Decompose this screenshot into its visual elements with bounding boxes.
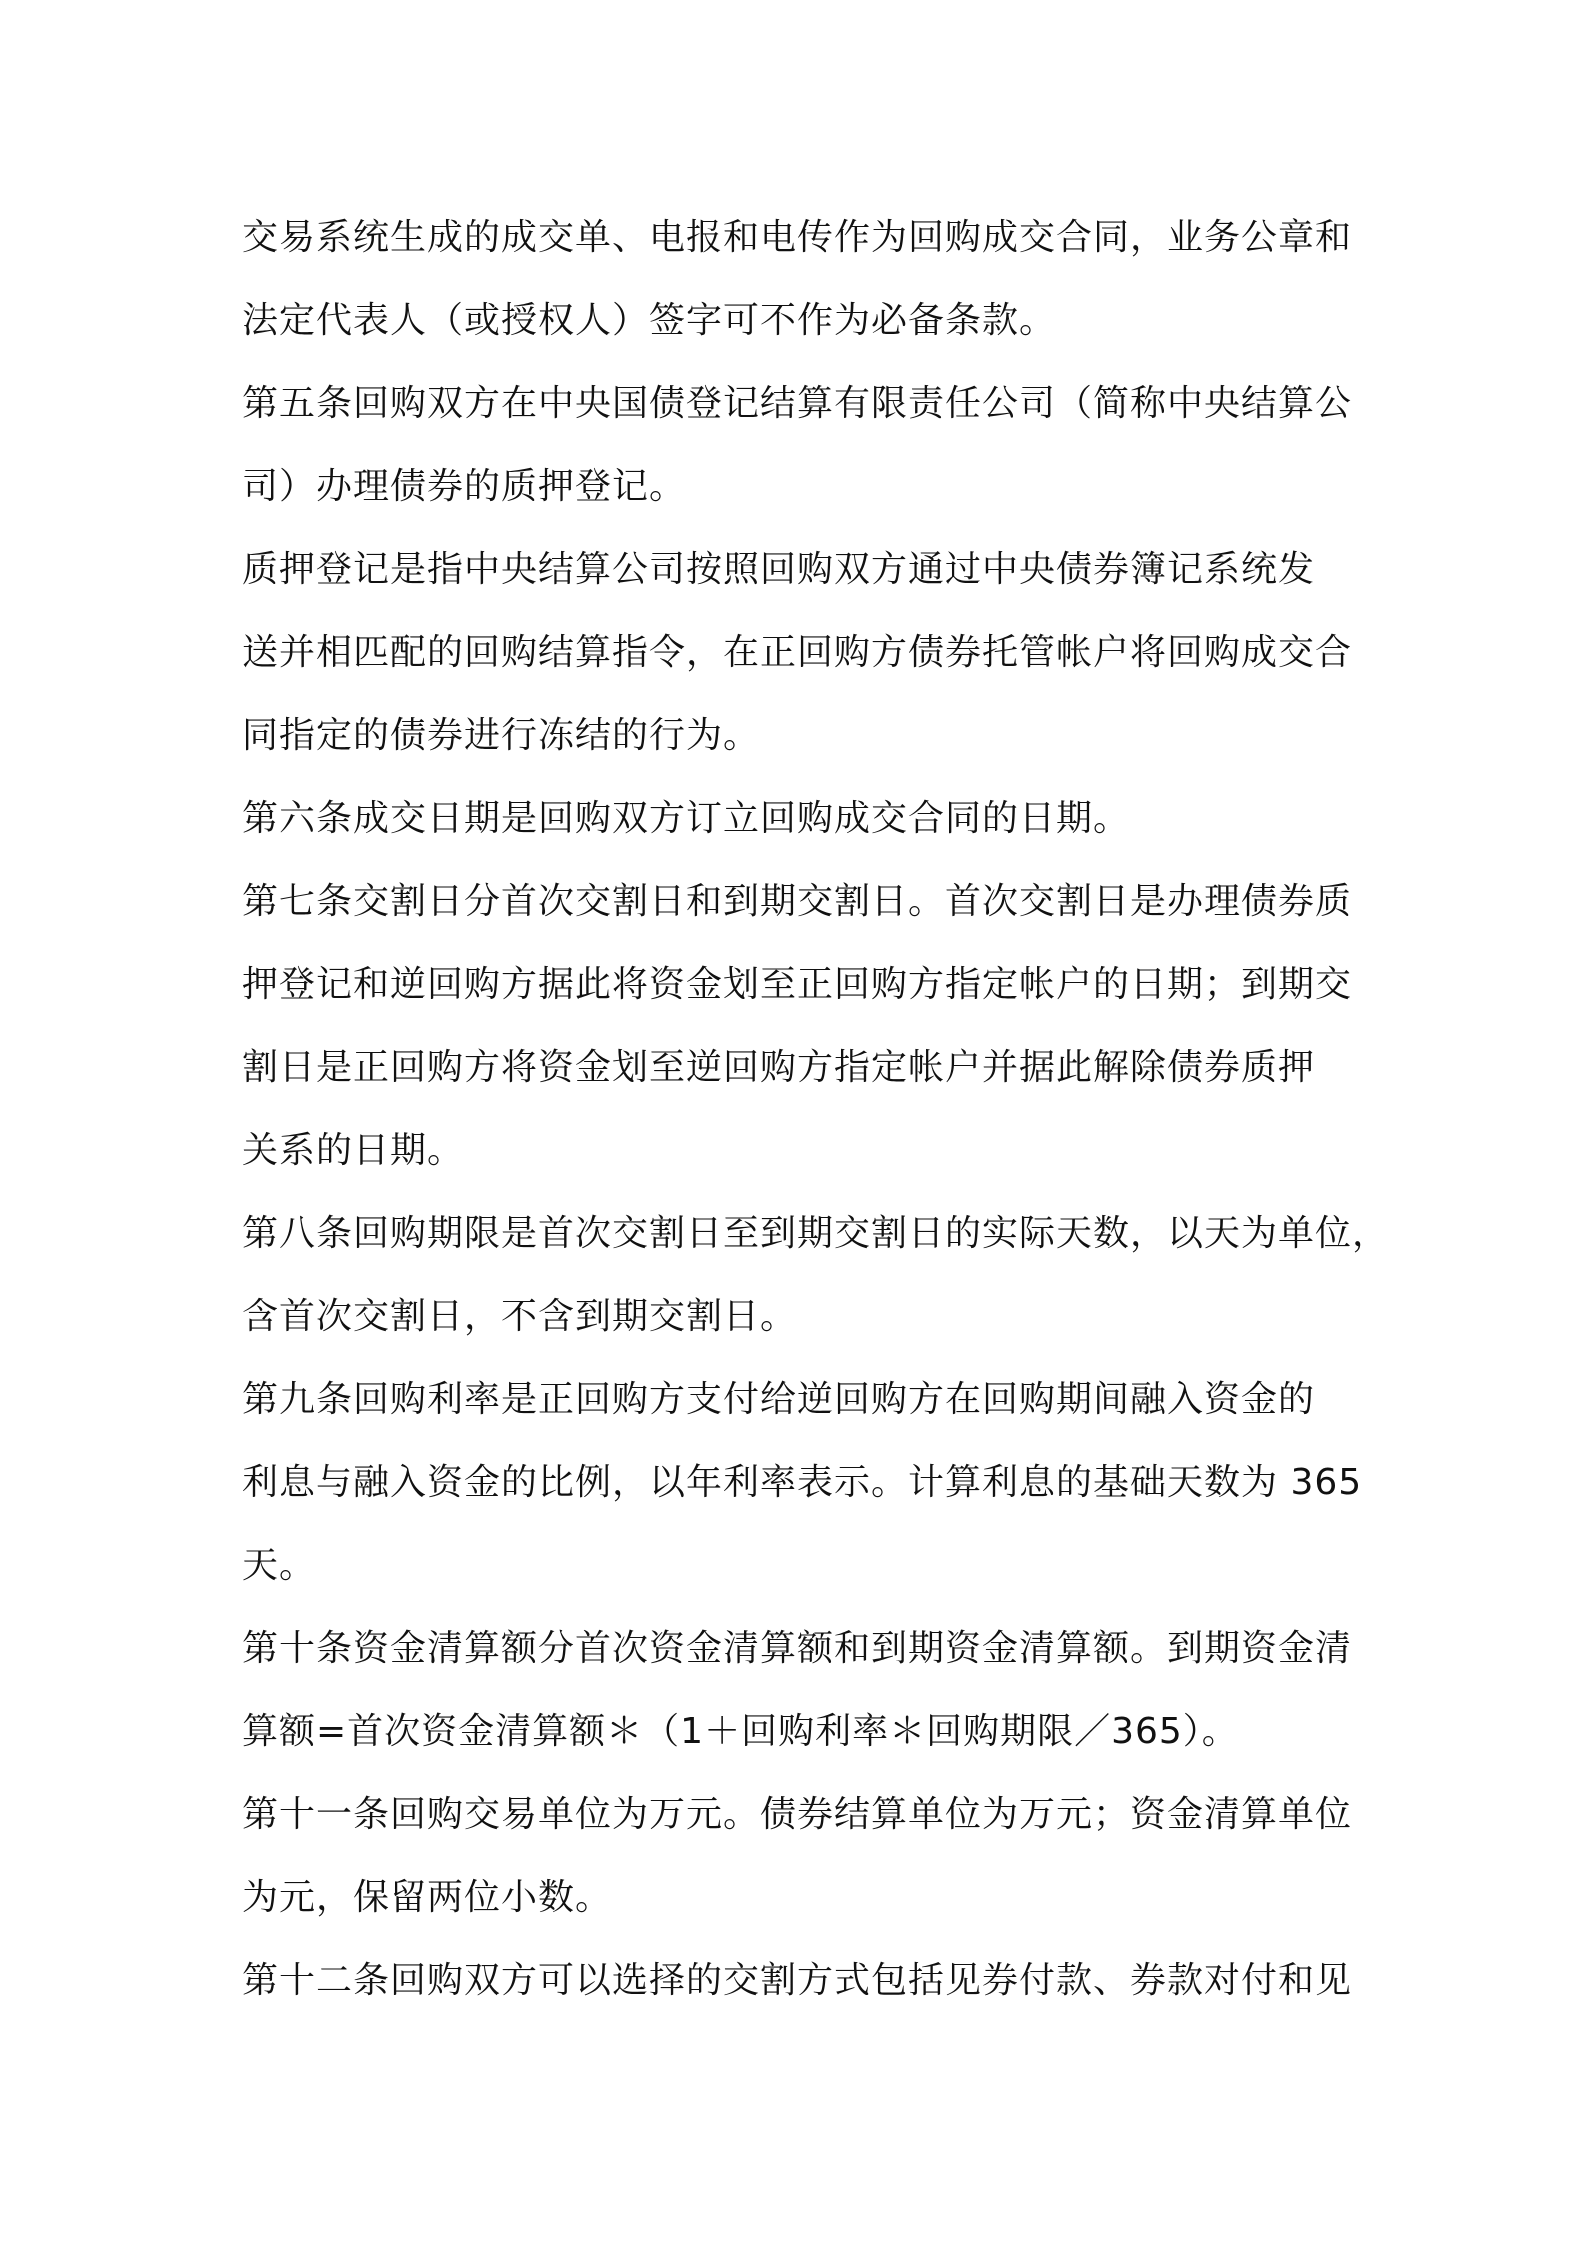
text-line: 为元，保留两位小数。 <box>242 1877 613 1918</box>
text-line: 第十二条回购双方可以选择的交割方式包括见券付款、券款对付和见 <box>242 1960 1353 2001</box>
text-line: 算额=首次资金清算额＊（1＋回购利率＊回购期限／365）。 <box>242 1711 1239 1752</box>
text-line: 第十一条回购交易单位为万元。债券结算单位为万元；资金清算单位 <box>242 1794 1353 1835</box>
text-line: 法定代表人（或授权人）签字可不作为必备条款。 <box>242 300 1057 341</box>
text-line: 押登记和逆回购方据此将资金划至正回购方指定帐户的日期；到期交 <box>242 964 1353 1005</box>
text-line: 第七条交割日分首次交割日和到期交割日。首次交割日是办理债券质 <box>242 881 1353 922</box>
text-line: 天。 <box>242 1545 317 1586</box>
text-line: 交易系统生成的成交单、电报和电传作为回购成交合同，业务公章和 <box>242 217 1353 258</box>
text-line: 含首次交割日，不含到期交割日。 <box>242 1296 798 1337</box>
text-line: 利息与融入资金的比例，以年利率表示。计算利息的基础天数为 365 <box>242 1462 1363 1503</box>
text-line: 质押登记是指中央结算公司按照回购双方通过中央债券簿记系统发 <box>242 549 1316 590</box>
text-line: 第六条成交日期是回购双方订立回购成交合同的日期。 <box>242 798 1131 839</box>
document-body <box>242 196 1390 2022</box>
text-line: 割日是正回购方将资金划至逆回购方指定帐户并据此解除债券质押 <box>242 1047 1316 1088</box>
text-line: 第八条回购期限是首次交割日至到期交割日的实际天数，以天为单位， <box>242 1213 1390 1254</box>
text-line: 同指定的债券进行冻结的行为。 <box>242 715 761 756</box>
text-line: 第五条回购双方在中央国债登记结算有限责任公司（简称中央结算公 <box>242 383 1353 424</box>
text-line: 第九条回购利率是正回购方支付给逆回购方在回购期间融入资金的 <box>242 1379 1316 1420</box>
text-line: 关系的日期。 <box>242 1130 465 1171</box>
text-line: 司）办理债券的质押登记。 <box>242 466 687 507</box>
text-line: 送并相匹配的回购结算指令，在正回购方债券托管帐户将回购成交合 <box>242 632 1353 673</box>
text-line: 第十条资金清算额分首次资金清算额和到期资金清算额。到期资金清 <box>242 1628 1353 1669</box>
